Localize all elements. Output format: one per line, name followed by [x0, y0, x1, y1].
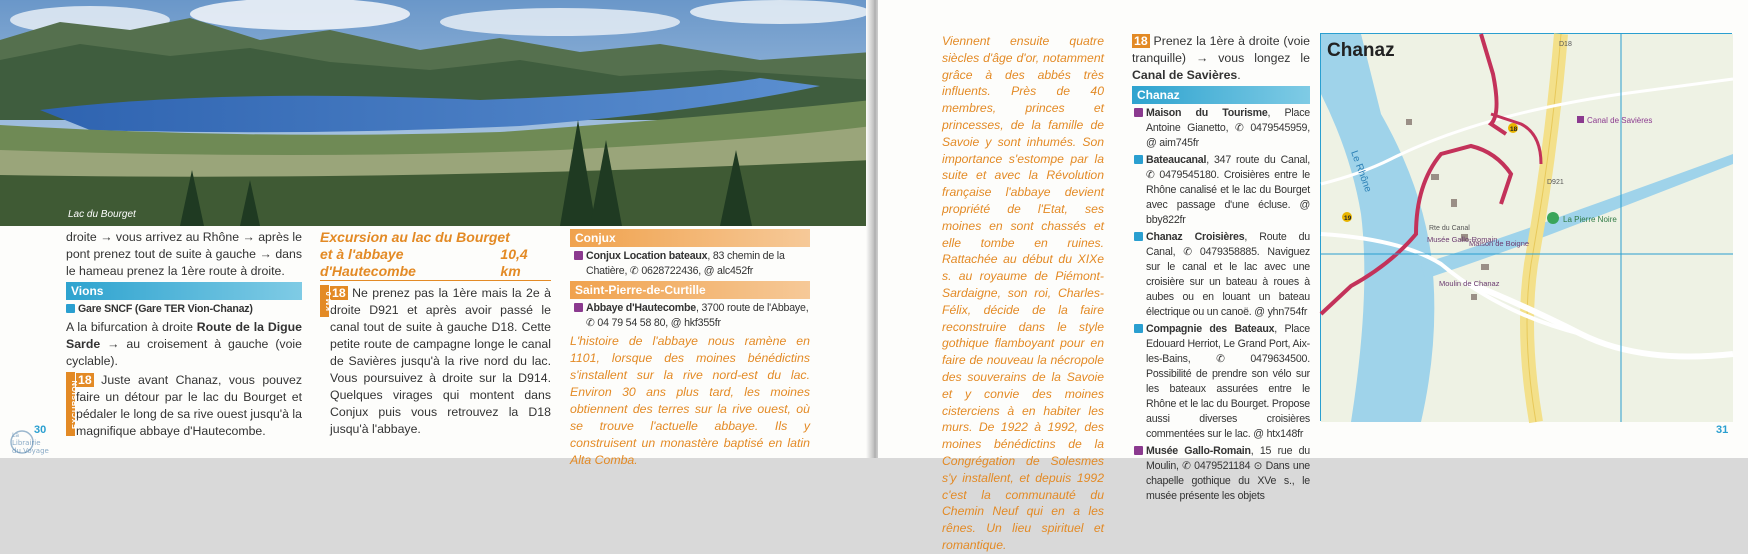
bifurcation-text: [66, 319, 302, 370]
info-icon: [1134, 108, 1143, 117]
boat-icon: [1134, 232, 1143, 241]
lake-landscape-image: [0, 0, 872, 226]
map-label-d18: D18: [1559, 41, 1572, 48]
logo-line3: du Voyage: [12, 447, 49, 455]
chanaz-entry-name: Chanaz Croisières: [1146, 231, 1245, 243]
lake-photo: [0, 0, 872, 226]
map-graphic: [1321, 34, 1733, 422]
abbaye-entry-detail: , 3700 route de l'Abbaye, ✆ 04 79 54 58 80, @ hkf355fr: [586, 302, 809, 329]
chanaz-entry-detail: , 347 route du Canal, ✆ 0479545180. Croisières entre le Rhône canalisé et le lac du Bourget avec passage d'une écluse. @ bby822fr: [1146, 154, 1310, 226]
church-icon: [574, 303, 583, 312]
photo-caption: Lac du Bourget: [68, 209, 136, 220]
excursion-title-a: Excursion au lac du Bourget: [320, 229, 510, 245]
abbaye-entry: [586, 301, 810, 331]
km-tab: KM 0: [320, 285, 329, 317]
chanaz-entry: [1146, 153, 1310, 228]
right-column-2: [1132, 33, 1310, 506]
step-right-c: .: [1237, 68, 1241, 82]
chanaz-entry-name: Bateaucanal: [1146, 154, 1207, 166]
boat-icon: [1134, 324, 1143, 333]
map-step-18-label: 18: [1510, 126, 1518, 133]
left-page-number: 30: [34, 424, 47, 436]
step-18-right: [1132, 33, 1310, 84]
chanaz-entry-detail: , Place Antoine Gianetto, ✆ 0479545959, @ aim745fr: [1146, 107, 1310, 149]
chanaz-entry-name: Compagnie des Bateaux: [1146, 323, 1275, 335]
logo-line1: La: [12, 432, 20, 439]
map-label-maison: Maison de Boigne: [1469, 239, 1530, 248]
chanaz-entry-detail: , Place Edouard Herriot, Le Grand Port, Aix-les-Bains, ✆ 0479634500. Possibilité de prendre son vélo sur les bateaux assurées entre le Rhône et le lac du Bourget. Propose aussi diverses croisières commentées sur le lac. @ htx148fr: [1146, 323, 1310, 440]
map-step-19-label: 19: [1344, 215, 1352, 222]
left-column-1: [66, 229, 302, 440]
excursion-tab: EXCURSION: [66, 372, 75, 436]
intro-text: droite → vous arrivez au Rhône → après le pont prenez tout de suite à gauche → dans le hameau prenez la 1ère route à droite.: [66, 230, 302, 278]
excursion-title-b: et à l'abbaye d'Hautecombe: [320, 246, 416, 279]
gare-entry: [66, 302, 302, 317]
librairie-du-voyage-logo: [8, 428, 68, 456]
map-viewpoint-icon: [1547, 212, 1559, 224]
left-column-2: [320, 229, 551, 438]
chanaz-entry-name: Maison du Tourisme: [1146, 107, 1268, 119]
museum-icon: [1134, 446, 1143, 455]
abbaye-history-text: L'histoire de l'abbaye nous ramène en 1101, lorsque des moines bénédictins s'installent sur la rive nord-est du lac. Environ 30 ans plus tard, les moines obtiennent des terres sur la rive ouest, où se trouve l'actuelle abbaye. Ils y construisent un monastère baptisé en latin Alta Comba.: [570, 334, 810, 467]
map-label-pierre: La Pierre Noire: [1563, 215, 1617, 224]
step-18-left: [66, 372, 302, 440]
logo-line2: Librairie: [12, 439, 41, 447]
chanaz-entry: [1146, 106, 1310, 151]
chanaz-entries: [1132, 106, 1310, 504]
boat-icon: [1134, 155, 1143, 164]
bifurcation-c: → au croisement à gauche (voie cyclable).: [66, 337, 302, 368]
train-icon: [66, 304, 75, 313]
digue-sarde-road: Route de la Digue Sarde: [66, 320, 302, 351]
gare-text: Gare SNCF (Gare TER Vion-Chanaz): [78, 303, 253, 315]
step-number-right: 18: [1134, 34, 1148, 48]
st-pierre-heading: Saint-Pierre-de-Curtille: [570, 281, 810, 299]
chanaz-entry: [1146, 230, 1310, 320]
chanaz-entry: [1146, 444, 1310, 504]
chanaz-entry-name: Musée Gallo-Romain: [1146, 445, 1251, 457]
chanaz-entry-detail: , 15 rue du Moulin, ✆ 0479521184 ⊙ Dans une chapelle gothique du XVe s., le musée présente les objets: [1146, 445, 1311, 502]
canal-savieres-text: Canal de Savières: [1132, 68, 1238, 82]
chanaz-entry: [1146, 322, 1310, 442]
map-label-rhone: Le Rhône: [1348, 149, 1374, 194]
map-canal-icon: [1577, 116, 1584, 123]
conjux-entry: [586, 249, 810, 279]
excursion-distance: 10,4 km: [500, 246, 528, 279]
excursion-step: [320, 285, 551, 438]
excursion-step-text: Ne prenez pas la 1ère mais la 2e à droite D921 et après avoir passé le canal tout de suite à gauche D18. Cette petite route de campagne longe le canal de Savières jusqu'à la rive nord du lac. Vous poursuivez à droite sur la D914. Quelques virages qui montent dans Conjux puis vous retrouvez la D18 jusqu'à l'abbaye.: [330, 286, 551, 436]
chanaz-map: [1320, 33, 1732, 421]
excursion-title: [320, 229, 551, 281]
left-page: [0, 0, 872, 467]
right-page: [878, 0, 1748, 552]
step-right-a: Prenez la 1ère à droite (voie tranquille) → vous longez le: [1132, 34, 1311, 65]
map-label-d921: D921: [1547, 179, 1564, 186]
boat-icon: [574, 251, 583, 260]
right-page-number: 31: [1716, 424, 1729, 436]
map-label-canal: Canal de Savières: [1587, 116, 1653, 125]
chanaz-entry-detail: , Route du Canal, ✆ 0479358885. Naviguez sur le canal et le lac avec une croisière sur un bateau à roues à aubes ou en louant un bateau électrique ou un canoë. @ yhn754fr: [1146, 231, 1310, 318]
abbaye-entry-name: Abbaye d'Hautecombe: [586, 302, 696, 314]
map-label-moulin: Moulin de Chanaz: [1439, 279, 1500, 288]
conjux-entry-detail: , 83 chemin de la Chatière, ✆ 0628722436, @ alc452fr: [586, 250, 785, 277]
left-column-3: [570, 229, 810, 469]
map-label-rue-canal: Rte du Canal: [1429, 225, 1470, 232]
right-column-1: Viennent ensuite quatre siècles d'âge d'or, notamment grâce à des abbés très influents. Près de 40 membres, princes et princesses, de la famille de Savoie y sont inhumés. Son importance s'estompe par la suite et avec la Révolution française l'abbaye devient propriété de l'Etat, ses moines en sont chassés et elle tombe en ruines. Rattachée au début du XIXe s. au royaume de Piémont-Sardaigne, son roi, Charles-Félix, décide de la faire reconstruire dans le style gothique flamboyant pour en faire de nouveau la nécropole des souverains de la Savoie et y convie des moines cisterciens à en habiter les murs. De 1922 à 1992, des moines bénédictins de la Congrégation de Solesmes s'y installent, et depuis 1992 c'est la communauté du Chemin Neuf qui en a les rênes. Un lieu spirituel et romantique.: [942, 34, 1104, 552]
excursion-step-number: 18: [332, 286, 346, 300]
conjux-entry-name: Conjux Location bateaux: [586, 250, 708, 262]
step-number: 18: [78, 373, 92, 387]
map-label-musee: Musée Gallo-Romain: [1427, 235, 1498, 244]
vions-heading: Vions: [66, 282, 302, 300]
step-18-text: Juste avant Chanaz, vous pouvez faire un détour par le lac du Bourget et pédaler le long de sa rive ouest jusqu'à la magnifique abbaye d'Hautecombe.: [76, 373, 302, 438]
map-title: Chanaz: [1327, 40, 1395, 61]
chanaz-heading: Chanaz: [1132, 86, 1310, 104]
conjux-heading: Conjux: [570, 229, 810, 247]
bifurcation-a: A la bifurcation à droite: [66, 320, 197, 334]
